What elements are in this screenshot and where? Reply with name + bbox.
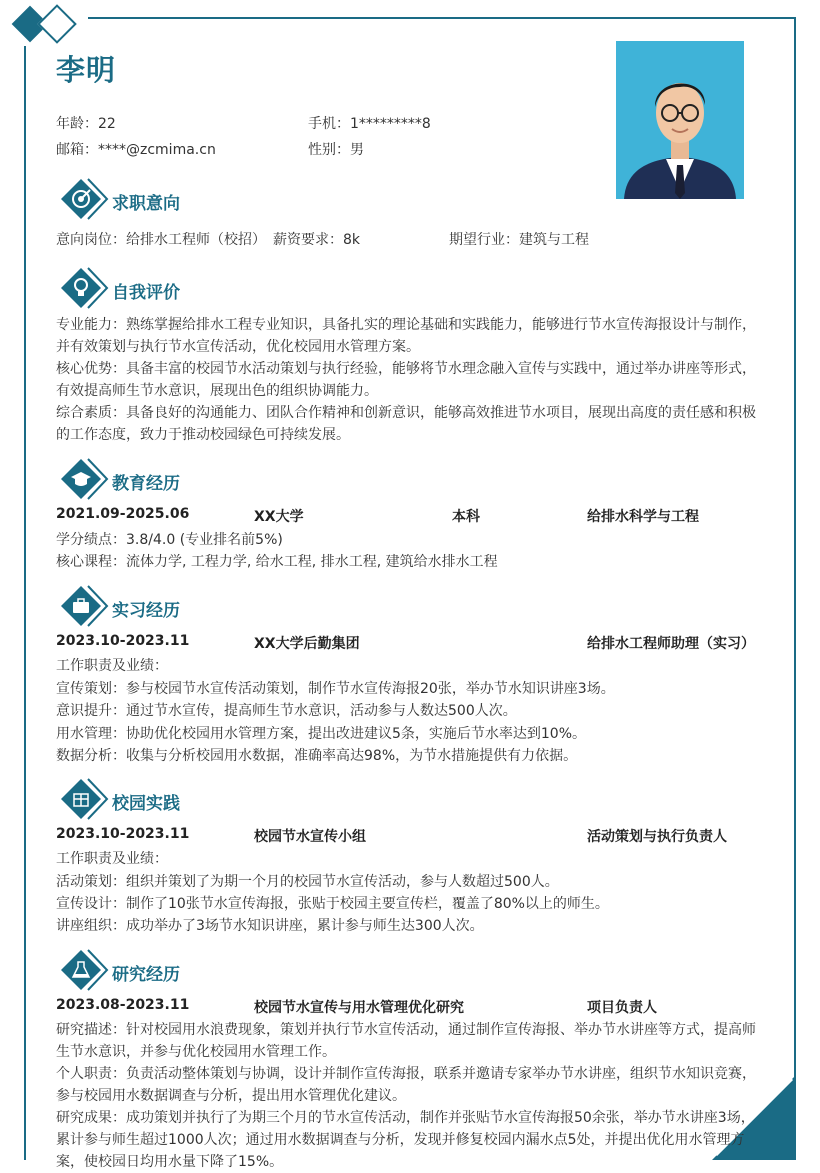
email-info — [56, 139, 216, 159]
education-major: 给排水科学与工程 — [587, 509, 699, 525]
corner-diamond-outline — [37, 4, 77, 44]
internship-line: 意识提升：通过节水宣传，提高师生节水意识，活动参与人数达500人次。 — [56, 703, 517, 719]
research-results: 研究成果：成功策划并执行了为期三个月的节水宣传活动，制作并张贴节水宣传海报50余张，举办节水讲座3场，累计参与师生超过1000人次；通过用水数据调查与分析，发现并修复校园内漏水点5处，并提出优化用水管理方案，使校园日均用水量下降了15%。 — [56, 1110, 755, 1170]
section-arrow-decoration — [86, 949, 108, 991]
campus-line: 工作职责及业绩： — [56, 851, 168, 867]
education-school: XX大学 — [254, 509, 304, 525]
section-title-self-eval: 自我评价 — [112, 283, 180, 303]
section-title-intent: 求职意向 — [112, 194, 180, 214]
section-arrow-decoration — [86, 778, 108, 820]
email-value: ****@zcmima.cn — [98, 142, 216, 158]
campus-line: 活动策划：组织并策划了为期一个月的校园节水宣传活动，参与人数超过500人。 — [56, 874, 559, 890]
candidate-name: 李明 — [56, 53, 117, 87]
research-period: 2023.08-2023.11 — [56, 997, 190, 1013]
research-description: 研究描述：针对校园用水浪费现象，策划并执行节水宣传活动，通过制作宣传海报、举办节水讲座等方式，提高师生节水意识，并参与优化校园用水管理工作。 — [56, 1022, 756, 1060]
gender-value: 男 — [350, 142, 364, 158]
gender-label: 性别： — [308, 142, 350, 158]
research-project: 校园节水宣传与用水管理优化研究 — [254, 1000, 464, 1016]
internship-line: 工作职责及业绩： — [56, 658, 168, 674]
email-label: 邮箱： — [56, 142, 98, 158]
section-arrow-decoration — [86, 585, 108, 627]
self-eval-quality: 综合素质：具备良好的沟通能力、团队合作精神和创新意识，能够高效推进节水项目，展现出高度的责任感和积极的工作态度，致力于推动校园绿色可持续发展。 — [56, 405, 756, 443]
frame-right-line — [794, 17, 796, 1160]
research-role: 项目负责人 — [587, 1000, 657, 1016]
section-title-education: 教育经历 — [112, 474, 180, 494]
section-title-internship: 实习经历 — [112, 601, 180, 621]
person-portrait-icon — [616, 41, 744, 199]
intent-position: 意向岗位：给排水工程师（校招） — [56, 232, 266, 248]
phone-info — [308, 113, 431, 133]
section-arrow-decoration — [86, 458, 108, 500]
internship-role: 给排水工程师助理（实习） — [587, 636, 755, 652]
intent-salary: 薪资要求：8k — [273, 232, 361, 248]
research-duties: 个人职责：负责活动整体策划与协调，设计并制作宣传海报，联系并邀请专家举办节水讲座，组织节水知识竞赛，参与校园用水数据调查与分析，提出用水管理优化建议。 — [56, 1066, 756, 1104]
campus-org: 校园节水宣传小组 — [254, 829, 366, 845]
profile-photo — [616, 41, 744, 199]
education-courses: 核心课程：流体力学, 工程力学, 给水工程, 排水工程, 建筑给水排水工程 — [56, 554, 498, 570]
internship-line: 用水管理：协助优化校园用水管理方案，提出改进建议5条，实施后节水率达到10%。 — [56, 726, 587, 742]
section-title-research: 研究经历 — [112, 965, 180, 985]
phone-value: 1*********8 — [350, 116, 431, 132]
section-arrow-decoration — [86, 178, 108, 220]
intent-industry: 期望行业：建筑与工程 — [449, 232, 589, 248]
internship-period: 2023.10-2023.11 — [56, 633, 190, 649]
education-period: 2021.09-2025.06 — [56, 506, 190, 522]
self-eval-advantage: 核心优势：具备丰富的校园节水活动策划与执行经验，能够将节水理念融入宣传与实践中，通过举办讲座等形式，有效提高师生节水意识，展现出色的组织协调能力。 — [56, 361, 756, 399]
campus-line: 讲座组织：成功举办了3场节水知识讲座，累计参与师生达300人次。 — [56, 918, 484, 934]
frame-top-line — [88, 17, 796, 19]
internship-org: XX大学后勤集团 — [254, 636, 360, 652]
internship-line: 宣传策划：参与校园节水宣传活动策划，制作节水宣传海报20张，举办节水知识讲座3场。 — [56, 681, 615, 697]
campus-role: 活动策划与执行负责人 — [587, 829, 727, 845]
campus-period: 2023.10-2023.11 — [56, 826, 190, 842]
section-title-campus: 校园实践 — [112, 794, 180, 814]
phone-label: 手机： — [308, 116, 350, 132]
section-arrow-decoration — [86, 267, 108, 309]
campus-line: 宣传设计：制作了10张节水宣传海报，张贴于校园主要宣传栏，覆盖了80%以上的师生。 — [56, 896, 609, 912]
gender-info — [308, 139, 364, 159]
frame-left-line — [24, 46, 26, 1160]
education-degree: 本科 — [452, 509, 480, 525]
education-gpa: 学分绩点：3.8/4.0 (专业排名前5%) — [56, 532, 283, 548]
self-eval-ability: 专业能力：熟练掌握给排水工程专业知识，具备扎实的理论基础和实践能力，能够进行节水宣传海报设计与制作，并有效策划与执行节水宣传活动，优化校园用水管理方案。 — [56, 317, 756, 355]
age-info — [56, 113, 116, 133]
age-value: 22 — [98, 116, 116, 132]
internship-line: 数据分析：收集与分析校园用水数据，准确率高达98%，为节水措施提供有力依据。 — [56, 748, 578, 764]
age-label: 年龄： — [56, 116, 98, 132]
